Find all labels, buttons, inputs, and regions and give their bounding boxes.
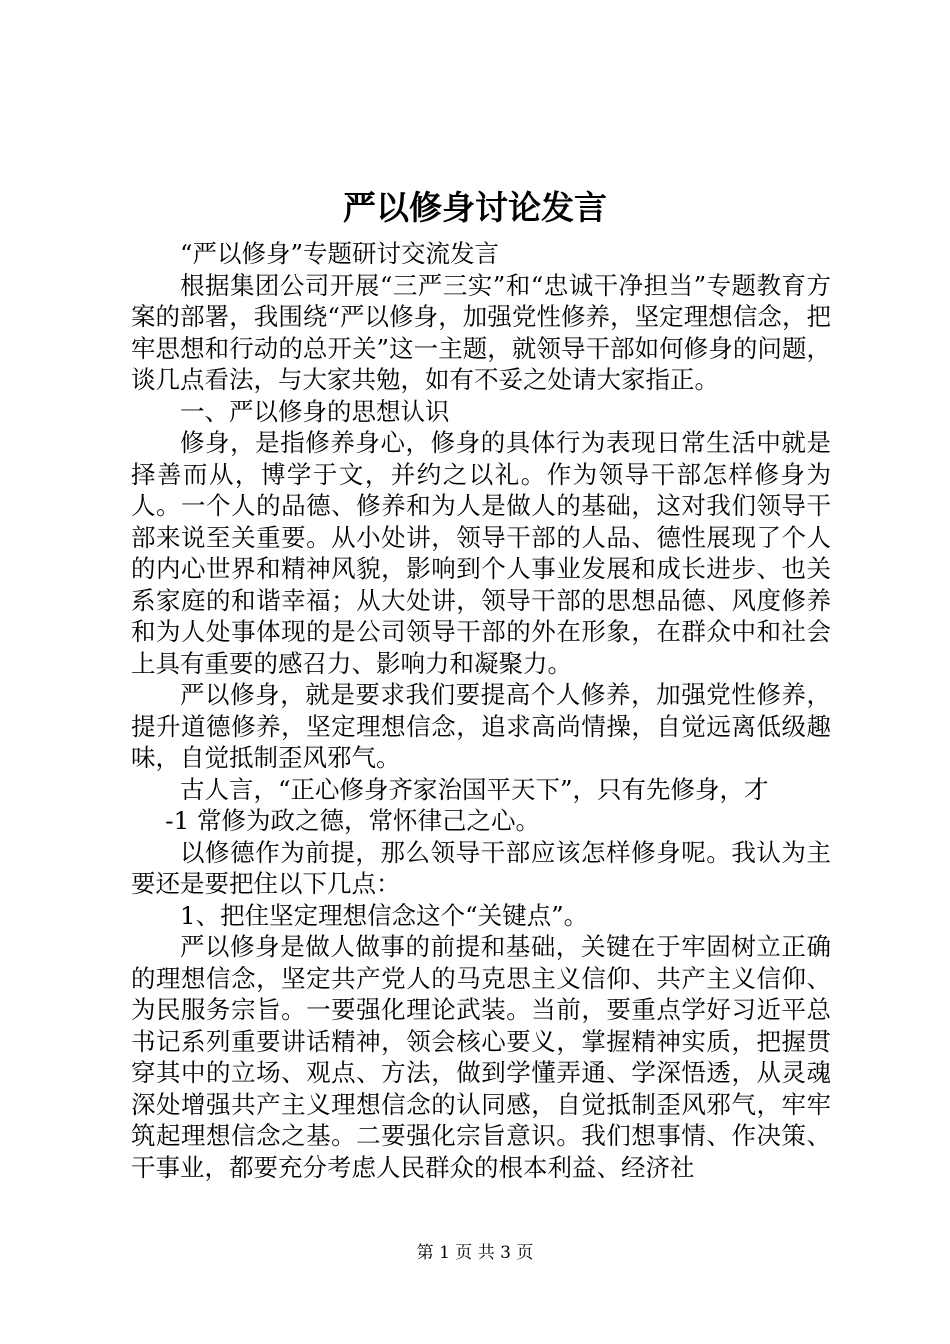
body-paragraph: 修身，是指修养身心，修身的具体行为表现日常生活中就是择善而从，博学于文，并约之以礼。作为领导干部怎样修身为人。一个人的品德、修养和为人是做人的基础，这对我们领导干部来说至关重要。从小处讲，领导干部的人品、德性展现了个人的内心世界和精神风貌，影响到个人事业发展和成长进步、也关系家庭的和谐幸福；从大处讲，领导干部的思想品德、风度修养和为人处事体现的是公司领导干部的外在形象，在群众中和社会上具有重要的感召力、影响力和凝聚力。 bbox=[131, 428, 831, 678]
section-heading: 一、严以修身的思想认识 bbox=[180, 396, 450, 426]
document-body bbox=[131, 238, 831, 1183]
body-paragraph: 严以修身，就是要求我们要提高个人修养，加强党性修养，提升道德修养，坚定理想信念，追求高尚情操，自觉远离低级趣味，自觉抵制歪风邪气。 bbox=[131, 680, 831, 772]
body-paragraph: 古人言，“正心修身齐家治国平天下”，只有先修身，才 bbox=[180, 774, 769, 804]
body-paragraph: 以修德作为前提，那么领导干部应该怎样修身呢。我认为主要还是要把住以下几点： bbox=[131, 837, 831, 898]
body-paragraph-fragment: -1 常修为政之德，常怀律己之心。 bbox=[165, 806, 540, 835]
body-paragraph: 严以修身是做人做事的前提和基础，关键在于牢固树立正确的理想信念，坚定共产党人的马克思主义信仰、共产主义信仰、为民服务宗旨。一要强化理论武装。当前，要重点学好习近平总书记系列重要讲话精神，领会核心要义，掌握精神实质，把握贯穿其中的立场、观点、方法，做到学懂弄通、学深悟透，从灵魂深处增强共产主义理想信念的认同感，自觉抵制歪风邪气，牢牢筑起理想信念之基。二要强化宗旨意识。我们想事情、作决策、干事业，都要充分考虑人民群众的根本利益、经济社 bbox=[131, 932, 831, 1182]
page-footer: 第 1 页 共 3 页 bbox=[416, 1243, 534, 1263]
subsection-heading: 1、把住坚定理想信念这个“关键点”。 bbox=[180, 900, 589, 930]
intro-paragraph: 根据集团公司开展“三严三实”和“忠诚干净担当”专题教育方案的部署，我围绕“严以修身，加强党性修养，坚定理想信念，把牢思想和行动的总开关”这一主题，就领导干部如何修身的问题，谈几点看法，与大家共勉，如有不妥之处请大家指正。 bbox=[131, 270, 831, 394]
subtitle-paragraph: “严以修身”专题研讨交流发言 bbox=[180, 239, 500, 268]
document-title: 严以修身讨论发言 bbox=[343, 188, 607, 227]
